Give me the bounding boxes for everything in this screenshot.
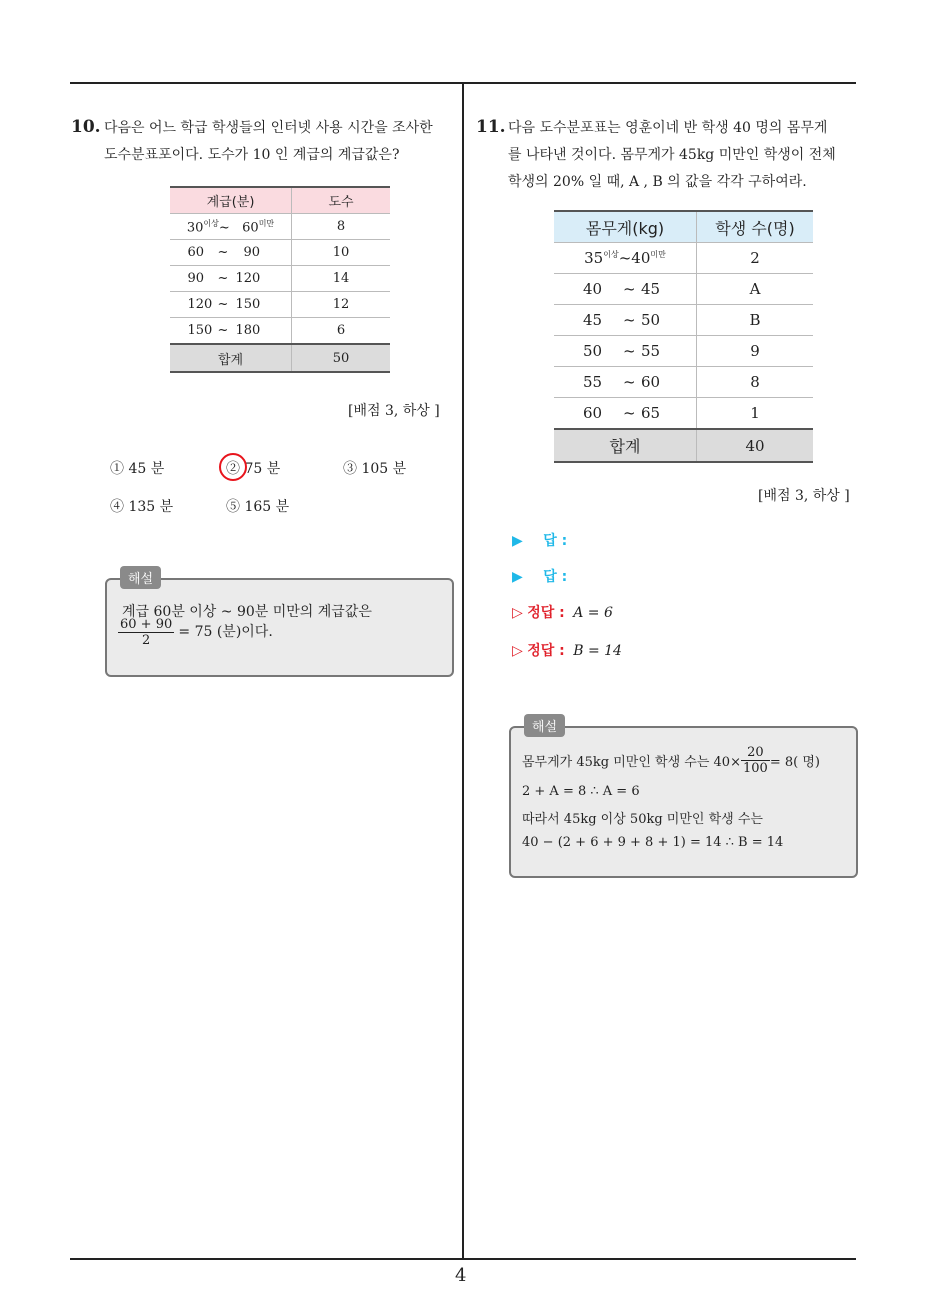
answer-line-2[interactable] bbox=[512, 566, 567, 586]
weight-frequency-table bbox=[554, 210, 813, 463]
solution-line-4: 40 − (2 + 6 + 9 + 8 + 1) = 14 ∴ B = 14 bbox=[522, 835, 784, 850]
frequency-cell: B bbox=[697, 305, 814, 336]
class-range: 40 ~ 45 bbox=[554, 274, 697, 305]
table-row bbox=[554, 336, 813, 367]
table-row bbox=[170, 240, 390, 266]
class-range: 60 ~ 90 bbox=[170, 240, 292, 266]
question-text-line-3: 학생의 20% 일 때, A , B 의 값을 각각 구하여라. bbox=[508, 174, 807, 190]
frequency-cell: 9 bbox=[697, 336, 814, 367]
question-number: 11. bbox=[476, 117, 506, 137]
table-row bbox=[554, 367, 813, 398]
outline-triangle-icon: ▷ bbox=[512, 643, 523, 659]
table-header-frequency: 도수 bbox=[292, 187, 391, 214]
table-header-students: 학생 수(명) bbox=[697, 211, 814, 243]
class-range: 120 ~ 150 bbox=[170, 292, 292, 318]
option-2[interactable]: ② 75 분 bbox=[226, 461, 281, 477]
fraction: $\frac{20}{100}$ bbox=[742, 745, 768, 776]
frequency-cell: 8 bbox=[292, 214, 391, 240]
total-value: 40 bbox=[697, 429, 814, 462]
solution-line-1: 몸무게가 45kg 미만인 학생 수는 40× $\frac{20}{100}$ = 8( 명) bbox=[522, 745, 820, 776]
option-5[interactable]: ⑤ 165 분 bbox=[226, 499, 290, 515]
frequency-cell: 8 bbox=[697, 367, 814, 398]
play-triangle-icon: ▶ bbox=[512, 533, 523, 549]
total-value: 50 bbox=[292, 344, 391, 372]
frequency-cell: 12 bbox=[292, 292, 391, 318]
frequency-cell: 1 bbox=[697, 398, 814, 430]
question-text-line-2: 를 나타낸 것이다. 몸무게가 45kg 미만인 학생이 전체 bbox=[508, 147, 836, 163]
column-divider bbox=[462, 83, 464, 1259]
class-range: 150 ~ 180 bbox=[170, 318, 292, 345]
class-range: 60 ~ 65 bbox=[554, 398, 697, 430]
frequency-table bbox=[170, 186, 390, 373]
frequency-cell: 10 bbox=[292, 240, 391, 266]
correct-answer-line-2 bbox=[512, 640, 622, 660]
question-text-line-1: 다음 도수분포표는 영훈이네 반 학생 40 명의 몸무게 bbox=[508, 120, 828, 136]
solution-fraction-line: $\frac{60 + 90}{2}$ = 75 (분)이다. bbox=[120, 617, 273, 648]
table-row bbox=[554, 305, 813, 336]
solution-tag: 해설 bbox=[120, 566, 161, 589]
score-meta: [배점 3, 하상 ] bbox=[348, 403, 440, 419]
class-range: $35^{이상}\sim 40^{미만}$ bbox=[554, 243, 697, 274]
answer-circle-mark bbox=[219, 453, 247, 481]
table-header-class: 계급(분) bbox=[170, 187, 292, 214]
answer-value: A = 6 bbox=[573, 605, 613, 621]
frequency-cell: 14 bbox=[292, 266, 391, 292]
option-4[interactable]: ④ 135 분 bbox=[110, 499, 174, 515]
answer-value: B = 14 bbox=[573, 643, 622, 659]
table-header-weight: 몸무게(kg) bbox=[554, 211, 697, 243]
total-label: 합계 bbox=[554, 429, 697, 462]
option-3[interactable]: ③ 105 분 bbox=[343, 461, 407, 477]
option-1[interactable]: ① 45 분 bbox=[110, 461, 165, 477]
table-row bbox=[554, 274, 813, 305]
total-label: 합계 bbox=[170, 344, 292, 372]
table-total-row bbox=[554, 429, 813, 462]
table-row bbox=[554, 398, 813, 430]
table-row bbox=[170, 266, 390, 292]
answer-label: 정답 : bbox=[527, 605, 565, 621]
answer-label: 답 : bbox=[543, 533, 568, 549]
outline-triangle-icon: ▷ bbox=[512, 605, 523, 621]
table-row bbox=[170, 214, 390, 240]
answer-line-1[interactable] bbox=[512, 530, 567, 550]
answer-label: 정답 : bbox=[527, 643, 565, 659]
frequency-cell: A bbox=[697, 274, 814, 305]
question-text-line-1: 다음은 어느 학급 학생들의 인터넷 사용 시간을 조사한 bbox=[104, 120, 433, 136]
question-text-line-2: 도수분표포이다. 도수가 10 인 계급의 계급값은? bbox=[104, 147, 400, 163]
class-range: 90 ~ 120 bbox=[170, 266, 292, 292]
class-range: 50 ~ 55 bbox=[554, 336, 697, 367]
table-row bbox=[554, 243, 813, 274]
answer-label: 답 : bbox=[543, 569, 568, 585]
solution-line-3: 따라서 45kg 이상 50kg 미만인 학생 수는 bbox=[522, 812, 763, 827]
score-meta: [배점 3, 하상 ] bbox=[758, 488, 850, 504]
frequency-cell: 2 bbox=[697, 243, 814, 274]
solution-line-1: 계급 60분 이상 ~ 90분 미만의 계급값은 bbox=[122, 604, 372, 620]
class-range: $30^{이상}\sim$ $60^{미만}$ bbox=[170, 214, 292, 240]
solution-line-2: 2 + A = 8 ∴ A = 6 bbox=[522, 784, 640, 799]
question-number: 10. bbox=[71, 117, 101, 137]
fraction: $\frac{60 + 90}{2}$ bbox=[120, 617, 173, 648]
page-number: 4 bbox=[455, 1265, 467, 1286]
play-triangle-icon: ▶ bbox=[512, 569, 523, 585]
frequency-cell: 6 bbox=[292, 318, 391, 345]
class-range: 45 ~ 50 bbox=[554, 305, 697, 336]
table-row bbox=[170, 292, 390, 318]
table-row bbox=[170, 318, 390, 345]
bottom-rule bbox=[70, 1258, 856, 1260]
correct-answer-line-1 bbox=[512, 602, 613, 622]
class-range: 55 ~ 60 bbox=[554, 367, 697, 398]
solution-tag: 해설 bbox=[524, 714, 565, 737]
table-total-row bbox=[170, 344, 390, 372]
